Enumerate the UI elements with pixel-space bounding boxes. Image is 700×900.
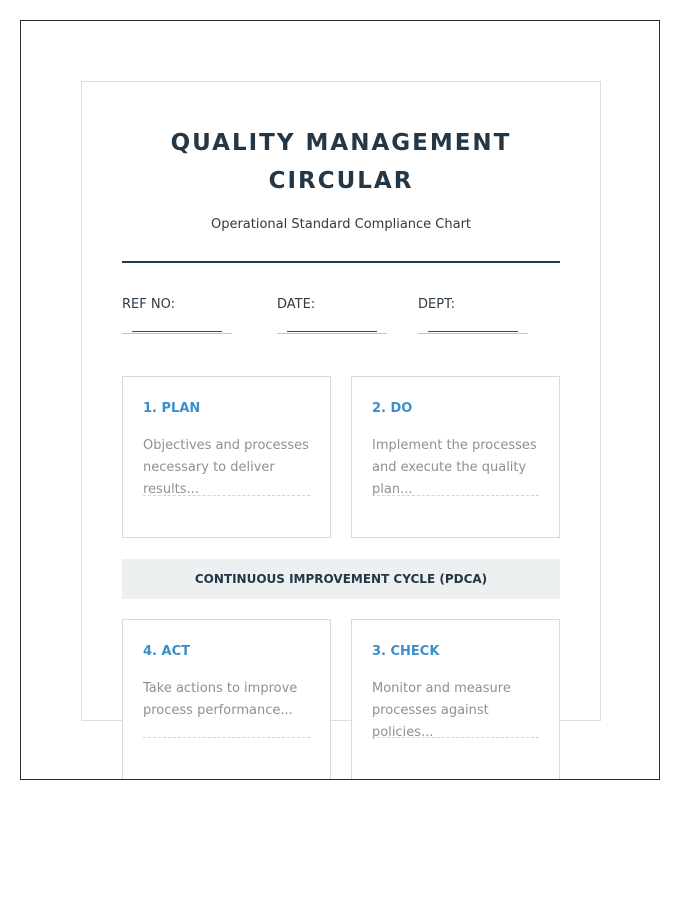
document-title bbox=[122, 124, 560, 200]
card-plan bbox=[122, 376, 331, 538]
dept-label: DEPT: bbox=[418, 297, 455, 312]
document-title-line-1: QUALITY MANAGEMENT bbox=[170, 130, 512, 156]
ref-no-field[interactable] bbox=[122, 331, 232, 334]
card-check-title: 3. CHECK bbox=[372, 644, 440, 659]
card-plan-dashed-line bbox=[143, 495, 310, 496]
card-act-title: 4. ACT bbox=[143, 644, 190, 659]
card-do bbox=[351, 376, 560, 538]
card-do-title: 2. DO bbox=[372, 401, 413, 416]
card-check bbox=[351, 619, 560, 780]
ref-no-label: REF NO: bbox=[122, 297, 175, 312]
date-field[interactable] bbox=[277, 331, 387, 334]
document-subtitle: Operational Standard Compliance Chart bbox=[210, 217, 472, 232]
card-plan-body: Objectives and processes necessary to deliver results... bbox=[143, 438, 309, 497]
card-check-dashed-line bbox=[372, 737, 539, 738]
card-do-body: Implement the processes and execute the quality plan... bbox=[372, 438, 537, 497]
card-plan-title: 1. PLAN bbox=[143, 401, 201, 416]
dept-field[interactable] bbox=[418, 331, 528, 334]
card-check-body: Monitor and measure processes against policies... bbox=[372, 681, 511, 740]
pdca-banner: CONTINUOUS IMPROVEMENT CYCLE (PDCA) bbox=[122, 559, 560, 599]
card-do-dashed-line bbox=[372, 495, 539, 496]
date-label: DATE: bbox=[277, 297, 316, 312]
document-title-line-2: CIRCULAR bbox=[268, 168, 414, 194]
document-frame bbox=[20, 20, 660, 780]
card-act-body: Take actions to improve process performance... bbox=[143, 681, 298, 718]
header-divider bbox=[122, 261, 560, 263]
card-act bbox=[122, 619, 331, 780]
card-act-dashed-line bbox=[143, 737, 310, 738]
